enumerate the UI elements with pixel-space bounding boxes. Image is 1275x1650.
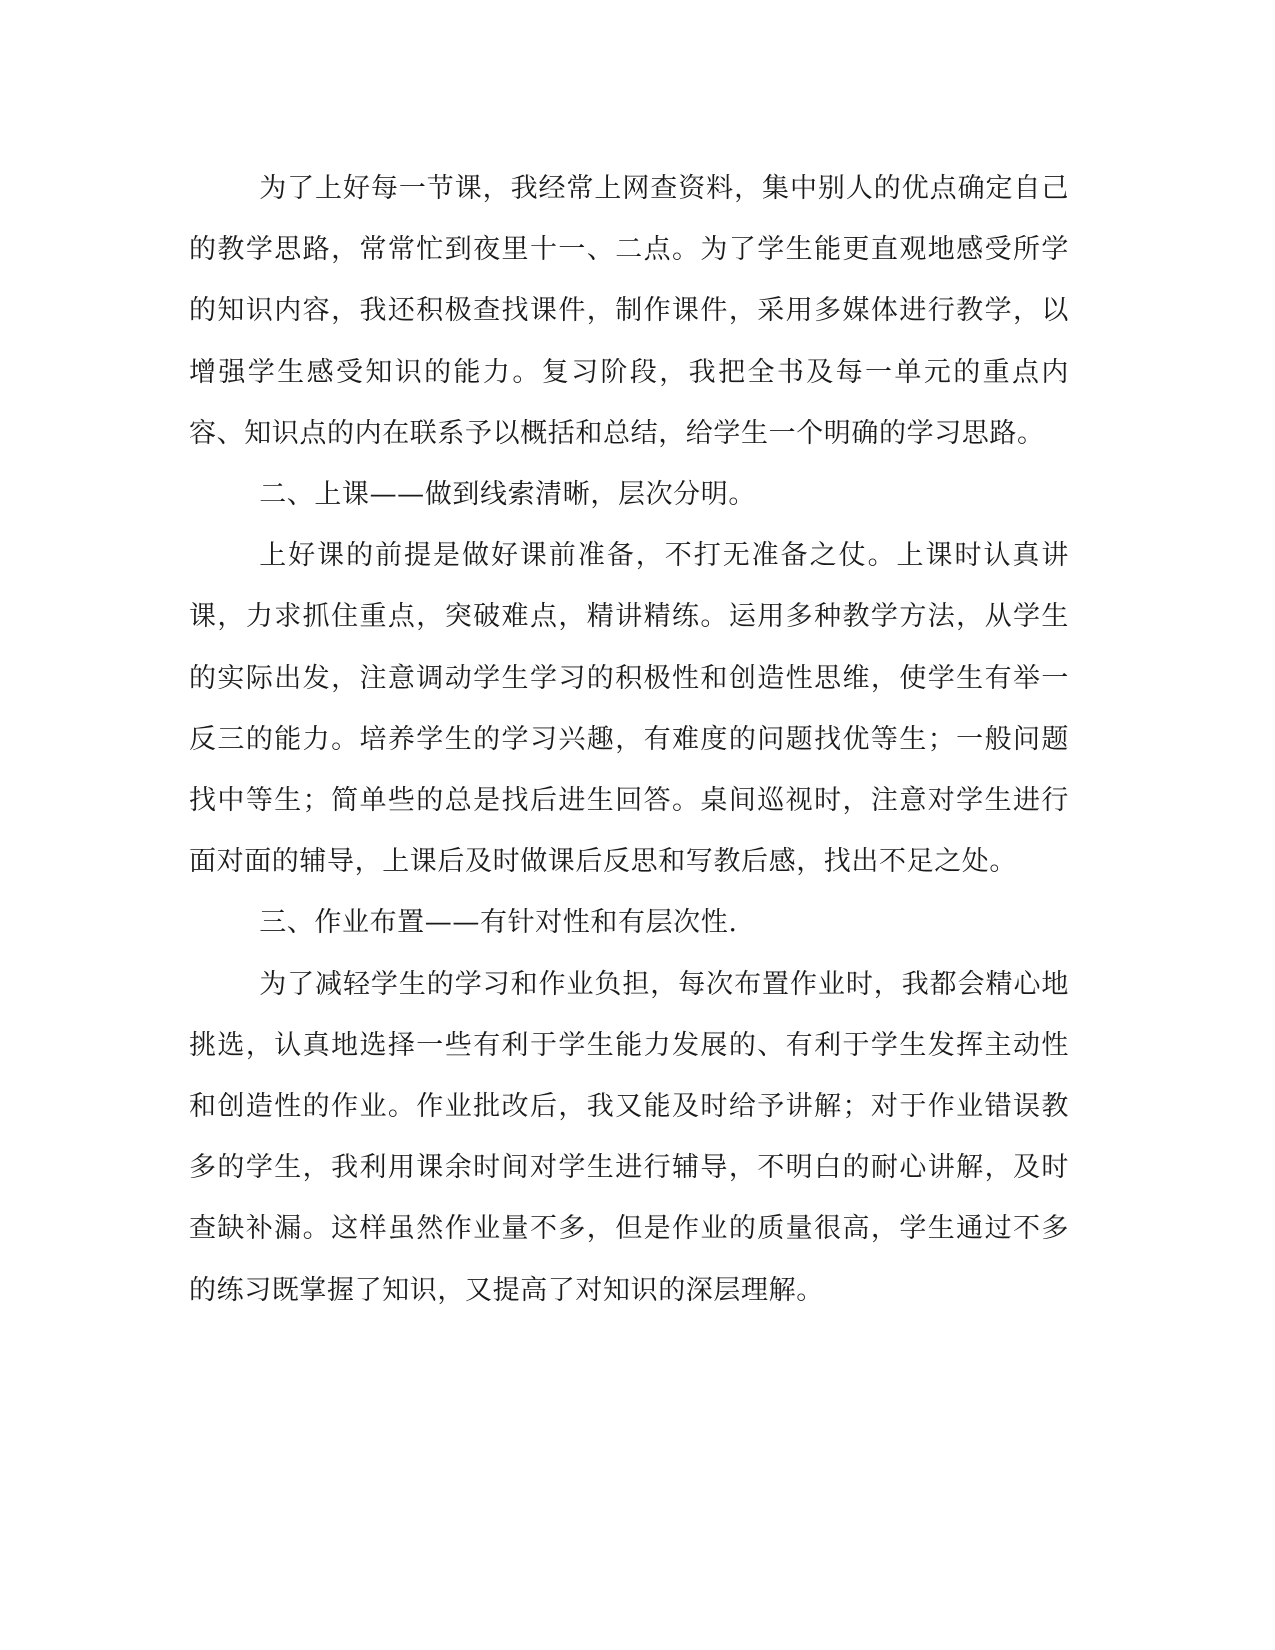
paragraph-lessons: 上好课的前提是做好课前准备，不打无准备之仗。上课时认真讲课，力求抓住重点，突破难点，精讲精练。运用多种教学方法，从学生的实际出发，注意调动学生学习的积极性和创造性思维，使学生有举一反三的能力。培养学生的学习兴趣，有难度的问题找优等生；一般问题找中等生；简单些的总是找后进生回答。桌间巡视时，注意对学生进行面对面的辅导，上课后及时做课后反思和写教后感，找出不足之处。 xyxy=(189,540,1069,878)
document-body xyxy=(189,158,1069,1321)
paragraph-preparation: 为了上好每一节课，我经常上网查资料，集中别人的优点确定自己的教学思路，常常忙到夜里十一、二点。为了学生能更直观地感受所学的知识内容，我还积极查找课件，制作课件，采用多媒体进行教学，以增强学生感受知识的能力。复习阶段，我把全书及每一单元的重点内容、知识点的内在联系予以概括和总结，给学生一个明确的学习思路。 xyxy=(189,173,1069,449)
paragraph-homework: 为了减轻学生的学习和作业负担，每次布置作业时，我都会精心地挑选，认真地选择一些有利于学生能力发展的、有利于学生发挥主动性和创造性的作业。作业批改后，我又能及时给予讲解；对于作业错误教多的学生，我利用课余时间对学生进行辅导，不明白的耐心讲解，及时查缺补漏。这样虽然作业量不多，但是作业的质量很高，学生通过不多的练习既掌握了知识，又提高了对知识的深层理解。 xyxy=(189,968,1069,1306)
heading-section-three: 三、作业布置——有针对性和有层次性. xyxy=(259,907,738,939)
heading-section-two: 二、上课——做到线索清晰，层次分明。 xyxy=(259,479,756,511)
